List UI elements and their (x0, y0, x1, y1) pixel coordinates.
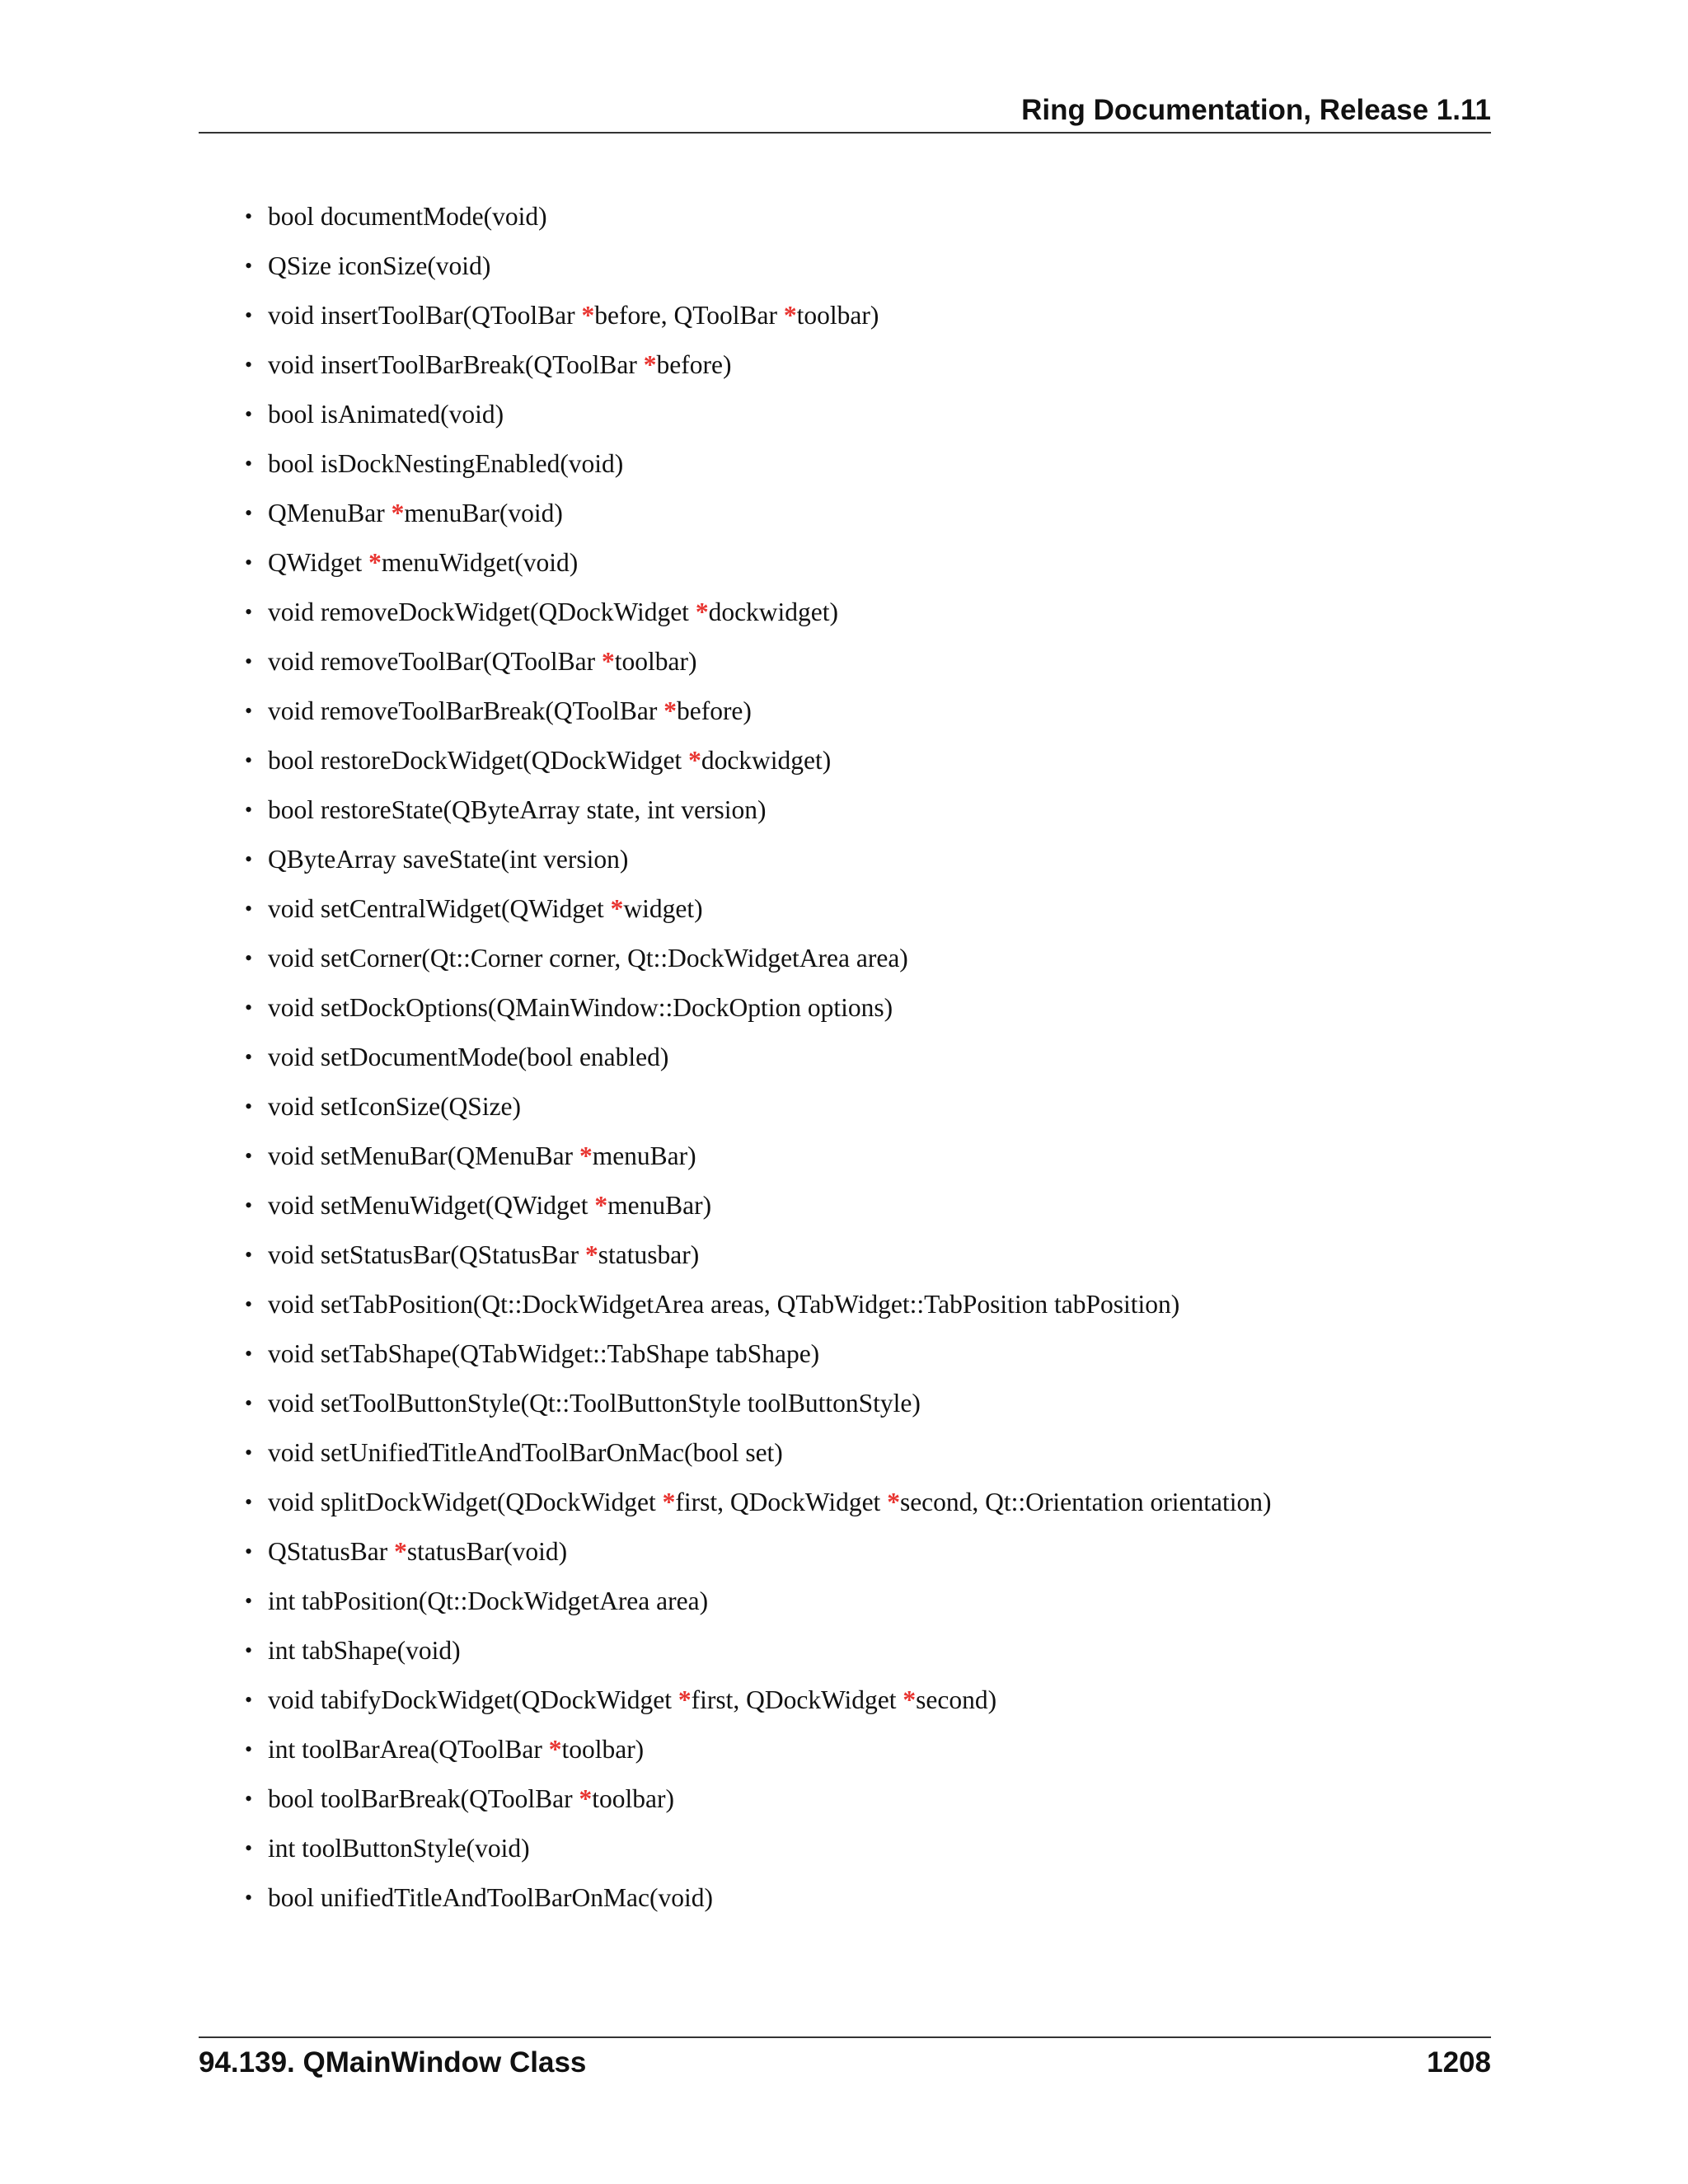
method-list-item (245, 200, 1271, 250)
method-list-item (245, 497, 1271, 546)
method-signature: void setIconSize(QSize) (268, 1092, 522, 1121)
bullet-icon: • (245, 1193, 253, 1217)
method-signature: void setUnifiedTitleAndToolBarOnMac(bool set) (268, 1438, 783, 1467)
bullet-icon: • (245, 551, 253, 574)
footer-page-number: 1208 (1427, 2046, 1491, 2079)
bullet-icon: • (245, 402, 253, 426)
method-signature: bool toolBarBreak(QToolBar *toolbar) (268, 1784, 674, 1813)
bullet-icon: • (245, 204, 253, 228)
method-list-item (245, 744, 1271, 794)
bullet-icon: • (245, 1342, 253, 1366)
method-list-item (245, 546, 1271, 596)
bullet-icon: • (245, 1787, 253, 1811)
method-list-item (245, 843, 1271, 893)
bullet-icon: • (245, 897, 253, 921)
method-list-item (245, 1387, 1271, 1436)
method-signature: void setCentralWidget(QWidget *widget) (268, 894, 703, 923)
method-signature: void setDocumentMode(bool enabled) (268, 1043, 669, 1071)
page-footer (199, 2036, 1491, 2079)
bullet-icon: • (245, 1441, 253, 1465)
method-list-item (245, 942, 1271, 991)
method-signature: QByteArray saveState(int version) (268, 845, 629, 874)
bullet-icon: • (245, 1045, 253, 1069)
bullet-icon: • (245, 847, 253, 871)
bullet-icon: • (245, 1391, 253, 1415)
method-list-item (245, 1288, 1271, 1338)
method-list-item (245, 794, 1271, 843)
method-list-item (245, 1535, 1271, 1585)
method-signature: QWidget *menuWidget(void) (268, 548, 579, 577)
method-signature: int tabShape(void) (268, 1636, 461, 1665)
method-signature: bool unifiedTitleAndToolBarOnMac(void) (268, 1883, 713, 1912)
method-list-item (245, 1733, 1271, 1783)
method-list-item (245, 893, 1271, 942)
footer-section-title: 94.139. QMainWindow Class (199, 2046, 587, 2079)
bullet-icon: • (245, 1540, 253, 1563)
method-list-item (245, 398, 1271, 448)
method-list-item (245, 1585, 1271, 1634)
bullet-icon: • (245, 946, 253, 970)
bullet-icon: • (245, 1589, 253, 1613)
method-signature: void removeToolBar(QToolBar *toolbar) (268, 647, 697, 676)
bullet-icon: • (245, 699, 253, 723)
bullet-icon: • (245, 600, 253, 624)
method-list-item (245, 1041, 1271, 1090)
method-signature: void tabifyDockWidget(QDockWidget *first, QDockWidget *second) (268, 1685, 997, 1714)
method-signature: QMenuBar *menuBar(void) (268, 499, 563, 527)
method-signature: bool documentMode(void) (268, 202, 547, 231)
bullet-icon: • (245, 1094, 253, 1118)
method-list-item (245, 349, 1271, 398)
bullet-icon: • (245, 1737, 253, 1761)
method-list-item (245, 250, 1271, 299)
bullet-icon: • (245, 1836, 253, 1860)
bullet-icon: • (245, 1243, 253, 1267)
bullet-icon: • (245, 748, 253, 772)
method-signature: void insertToolBarBreak(QToolBar *before) (268, 350, 732, 379)
method-list-item (245, 1486, 1271, 1535)
method-signature: void setTabPosition(Qt::DockWidgetArea areas, QTabWidget::TabPosition tabPosition) (268, 1290, 1180, 1319)
bullet-icon: • (245, 798, 253, 822)
bullet-icon: • (245, 1638, 253, 1662)
bullet-icon: • (245, 1688, 253, 1712)
bullet-icon: • (245, 254, 253, 278)
method-signature: void setToolButtonStyle(Qt::ToolButtonStyle toolButtonStyle) (268, 1389, 921, 1418)
method-signature: bool isDockNestingEnabled(void) (268, 449, 624, 478)
method-signature: int toolButtonStyle(void) (268, 1834, 530, 1863)
method-signature: void setStatusBar(QStatusBar *statusbar) (268, 1240, 700, 1269)
method-list-item (245, 1684, 1271, 1733)
method-signature: QStatusBar *statusBar(void) (268, 1537, 568, 1566)
bullet-icon: • (245, 1292, 253, 1316)
method-list-item (245, 695, 1271, 744)
method-list-item (245, 1882, 1271, 1931)
method-list-item (245, 1140, 1271, 1189)
bullet-icon: • (245, 996, 253, 1019)
method-list-item (245, 1783, 1271, 1832)
method-list-item (245, 299, 1271, 349)
method-list-item (245, 1090, 1271, 1140)
method-list-item (245, 645, 1271, 695)
header-title: Ring Documentation, Release 1.11 (1021, 94, 1491, 126)
method-signature: int toolBarArea(QToolBar *toolbar) (268, 1735, 645, 1764)
method-list-item (245, 1189, 1271, 1239)
method-signature: void insertToolBar(QToolBar *before, QToolBar *toolbar) (268, 301, 879, 330)
bullet-icon: • (245, 1886, 253, 1910)
method-signature: void setCorner(Qt::Corner corner, Qt::DockWidgetArea area) (268, 944, 908, 972)
method-signature: void splitDockWidget(QDockWidget *first, QDockWidget *second, Qt::Orientation orientation) (268, 1488, 1272, 1516)
method-signature: bool isAnimated(void) (268, 400, 504, 429)
method-list-item (245, 448, 1271, 497)
method-signature: QSize iconSize(void) (268, 251, 491, 280)
method-list-item (245, 1832, 1271, 1882)
method-list-item (245, 1436, 1271, 1486)
method-list-item (245, 991, 1271, 1041)
bullet-icon: • (245, 353, 253, 377)
bullet-icon: • (245, 501, 253, 525)
method-signature: void setMenuBar(QMenuBar *menuBar) (268, 1141, 696, 1170)
method-list-item (245, 1338, 1271, 1387)
method-signature: void setDockOptions(QMainWindow::DockOption options) (268, 993, 893, 1022)
method-signature: bool restoreState(QByteArray state, int version) (268, 795, 767, 824)
method-signature: void setTabShape(QTabWidget::TabShape tabShape) (268, 1339, 820, 1368)
bullet-icon: • (245, 1490, 253, 1514)
method-list-item (245, 596, 1271, 645)
bullet-icon: • (245, 649, 253, 673)
page-header (199, 89, 1491, 134)
bullet-icon: • (245, 1144, 253, 1168)
method-signature: int tabPosition(Qt::DockWidgetArea area) (268, 1586, 709, 1615)
method-signature: bool restoreDockWidget(QDockWidget *dockwidget) (268, 746, 832, 775)
method-signature: void removeDockWidget(QDockWidget *dockwidget) (268, 598, 839, 626)
bullet-icon: • (245, 452, 253, 476)
method-signature: void setMenuWidget(QWidget *menuBar) (268, 1191, 712, 1220)
method-list-item (245, 1239, 1271, 1288)
method-list (245, 200, 1271, 1931)
bullet-icon: • (245, 303, 253, 327)
method-list-item (245, 1634, 1271, 1684)
method-signature: void removeToolBarBreak(QToolBar *before) (268, 696, 752, 725)
